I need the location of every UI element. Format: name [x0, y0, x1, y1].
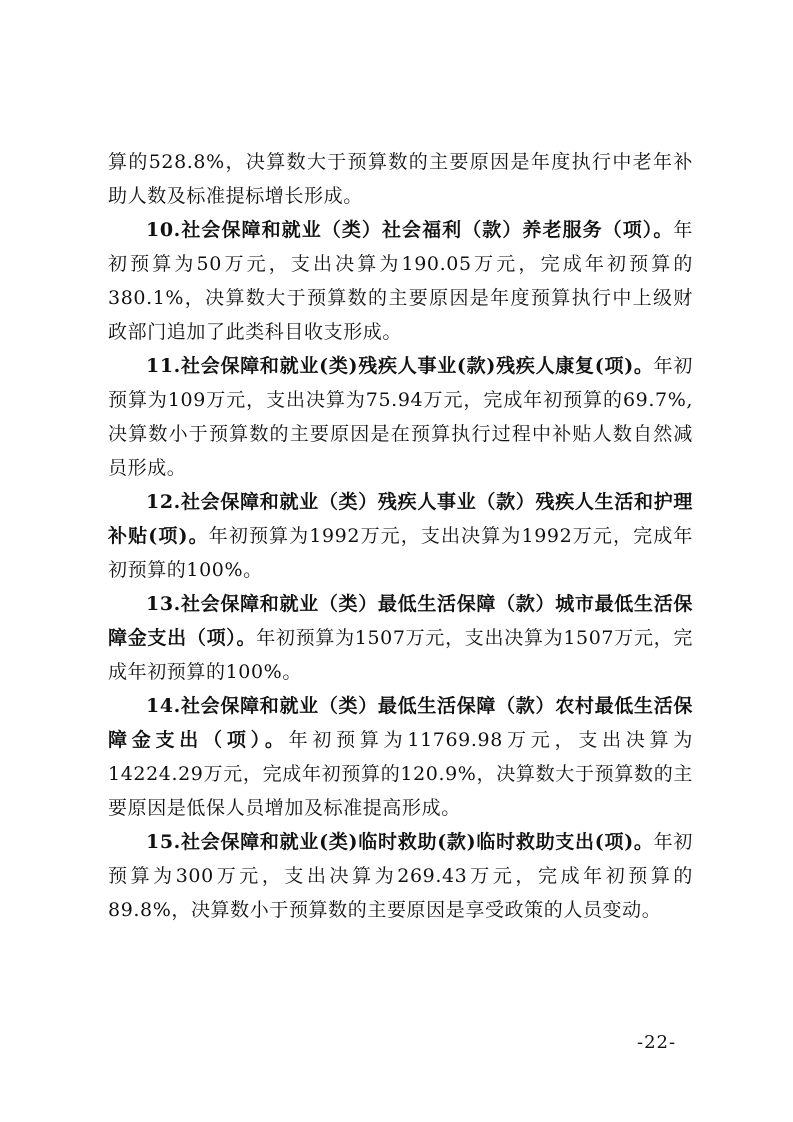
- paragraph-3-heading: 11.社会保障和就业(类)残疾人事业(款)残疾人康复(项)。: [146, 355, 654, 377]
- paragraph-2-text: 年初预算为50万元，支出决算为190.05万元，完成年初预算的380.1%，决算数大于预算数的主要原因是年度预算执行中上级财政部门追加了此类科目收支形成。: [108, 219, 693, 343]
- paragraph-7-text: 年初预算为300万元，支出决算为269.43万元，完成年初预算的89.8%，决算数小于预算数的主要原因是享受政策的人员变动。: [108, 831, 694, 921]
- paragraph-1: [108, 145, 693, 213]
- document-body: [108, 145, 693, 927]
- paragraph-4-text: 年初预算为1992万元，支出决算为1992万元，完成年初预算的100%。: [108, 525, 693, 581]
- paragraph-5: [108, 587, 693, 689]
- paragraph-7: [108, 825, 693, 927]
- paragraph-2: [108, 213, 693, 349]
- paragraph-4: [108, 485, 693, 587]
- paragraph-4-heading: 12.社会保障和就业（类）残疾人事业（款）残疾人生活和护理补贴(项)。: [108, 491, 693, 547]
- page-number: -22-: [637, 1032, 677, 1053]
- paragraph-6-text: 年初预算为11769.98万元，支出决算为14224.29万元，完成年初预算的120.9%，决算数大于预算数的主要原因是低保人员增加及标准提高形成。: [108, 729, 693, 819]
- paragraph-1-text: 算的528.8%，决算数大于预算数的主要原因是年度执行中老年补助人数及标准提标增长形成。: [108, 151, 693, 207]
- paragraph-3-text: 年初预算为109万元，支出决算为75.94万元，完成年初预算的69.7%,决算数小于预算数的主要原因是在预算执行过程中补贴人数自然减员形成。: [108, 355, 694, 479]
- paragraph-7-heading: 15.社会保障和就业(类)临时救助(款)临时救助支出(项)。: [146, 831, 654, 853]
- paragraph-3: [108, 349, 693, 485]
- paragraph-6: [108, 689, 693, 825]
- paragraph-5-text: 年初预算为1507万元，支出决算为1507万元，完成年初预算的100%。: [108, 627, 693, 683]
- paragraph-5-heading: 13.社会保障和就业（类）最低生活保障（款）城市最低生活保障金支出（项）。: [108, 593, 693, 649]
- paragraph-2-heading: 10.社会保障和就业（类）社会福利（款）养老服务（项）。: [146, 219, 674, 241]
- paragraph-6-heading: 14.社会保障和就业（类）最低生活保障（款）农村最低生活保障金支出（项）。: [108, 695, 693, 751]
